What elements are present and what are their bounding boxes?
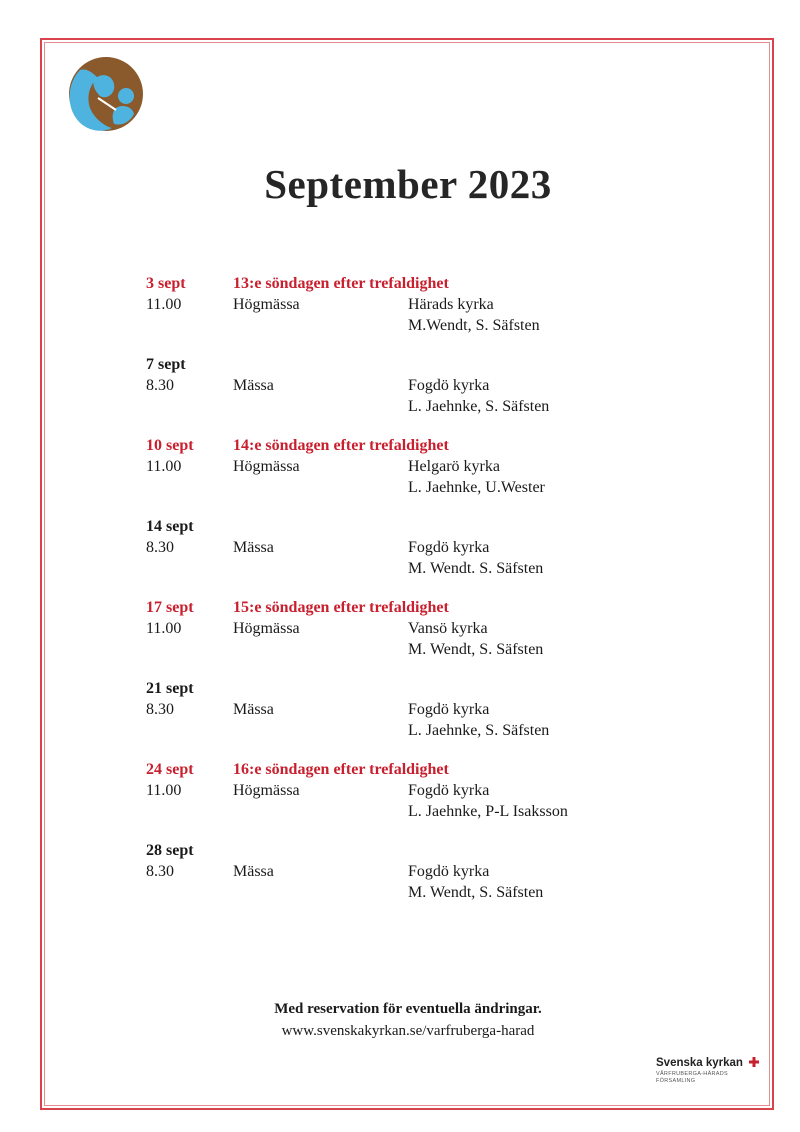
event-staff: L. Jaehnke, S. Säfsten xyxy=(408,722,550,739)
reservation-note: Med reservation för eventuella ändringar. xyxy=(274,1001,542,1017)
event-sunday-name: 13:e söndagen efter trefaldighet xyxy=(233,275,449,292)
event-service: Högmässa xyxy=(233,458,300,475)
event-time: 11.00 xyxy=(146,458,182,475)
event-service: Mässa xyxy=(233,377,274,394)
event-church: Vansö kyrka xyxy=(408,620,488,637)
event-church: Härads kyrka xyxy=(408,296,494,313)
page-title: September 2023 xyxy=(264,161,552,207)
event-time: 11.00 xyxy=(146,296,182,313)
event-time: 8.30 xyxy=(146,377,174,394)
event-date: 28 sept xyxy=(146,842,194,859)
event-date: 21 sept xyxy=(146,680,194,697)
event-service: Mässa xyxy=(233,863,274,880)
event-time: 8.30 xyxy=(146,539,174,556)
event-church: Fogdö kyrka xyxy=(408,701,490,718)
event-service: Högmässa xyxy=(233,296,300,313)
brand-subtitle-2: FÖRSAMLING xyxy=(656,1078,696,1084)
event-staff: M.Wendt, S. Säfsten xyxy=(408,317,540,334)
event-sunday-name: 15:e söndagen efter trefaldighet xyxy=(233,599,449,616)
svenska-kyrkan-brand xyxy=(656,1053,766,1085)
event-date: 14 sept xyxy=(146,518,194,535)
event-church: Fogdö kyrka xyxy=(408,377,490,394)
event-time: 11.00 xyxy=(146,782,182,799)
event-staff: L. Jaehnke, P-L Isaksson xyxy=(408,803,568,820)
event-staff: M. Wendt. S. Säfsten xyxy=(408,560,544,577)
event-sunday-name: 16:e söndagen efter trefaldighet xyxy=(233,761,449,778)
parish-logo-icon xyxy=(60,52,146,138)
event-service: Högmässa xyxy=(233,782,300,799)
event-date: 24 sept xyxy=(146,761,194,778)
event-time: 8.30 xyxy=(146,863,174,880)
event-staff: L. Jaehnke, S. Säfsten xyxy=(408,398,550,415)
event-date: 10 sept xyxy=(146,437,194,454)
brand-subtitle-1: VÅRFRUBERGA-HÄRADS xyxy=(656,1071,729,1077)
event-service: Mässa xyxy=(233,701,274,718)
event-service: Högmässa xyxy=(233,620,300,637)
event-date: 7 sept xyxy=(146,356,186,373)
event-church: Fogdö kyrka xyxy=(408,782,490,799)
event-staff: L. Jaehnke, U.Wester xyxy=(408,479,545,496)
event-church: Fogdö kyrka xyxy=(408,539,490,556)
event-sunday-name: 14:e söndagen efter trefaldighet xyxy=(233,437,449,454)
event-time: 8.30 xyxy=(146,701,174,718)
event-staff: M. Wendt, S. Säfsten xyxy=(408,641,544,658)
website-url: www.svenskakyrkan.se/varfruberga-harad xyxy=(281,1023,535,1039)
event-church: Helgarö kyrka xyxy=(408,458,500,475)
event-date: 3 sept xyxy=(146,275,186,292)
event-church: Fogdö kyrka xyxy=(408,863,490,880)
brand-name: Svenska kyrkan xyxy=(656,1057,743,1069)
cross-icon xyxy=(749,1057,759,1067)
event-date: 17 sept xyxy=(146,599,194,616)
event-service: Mässa xyxy=(233,539,274,556)
event-time: 11.00 xyxy=(146,620,182,637)
event-staff: M. Wendt, S. Säfsten xyxy=(408,884,544,901)
